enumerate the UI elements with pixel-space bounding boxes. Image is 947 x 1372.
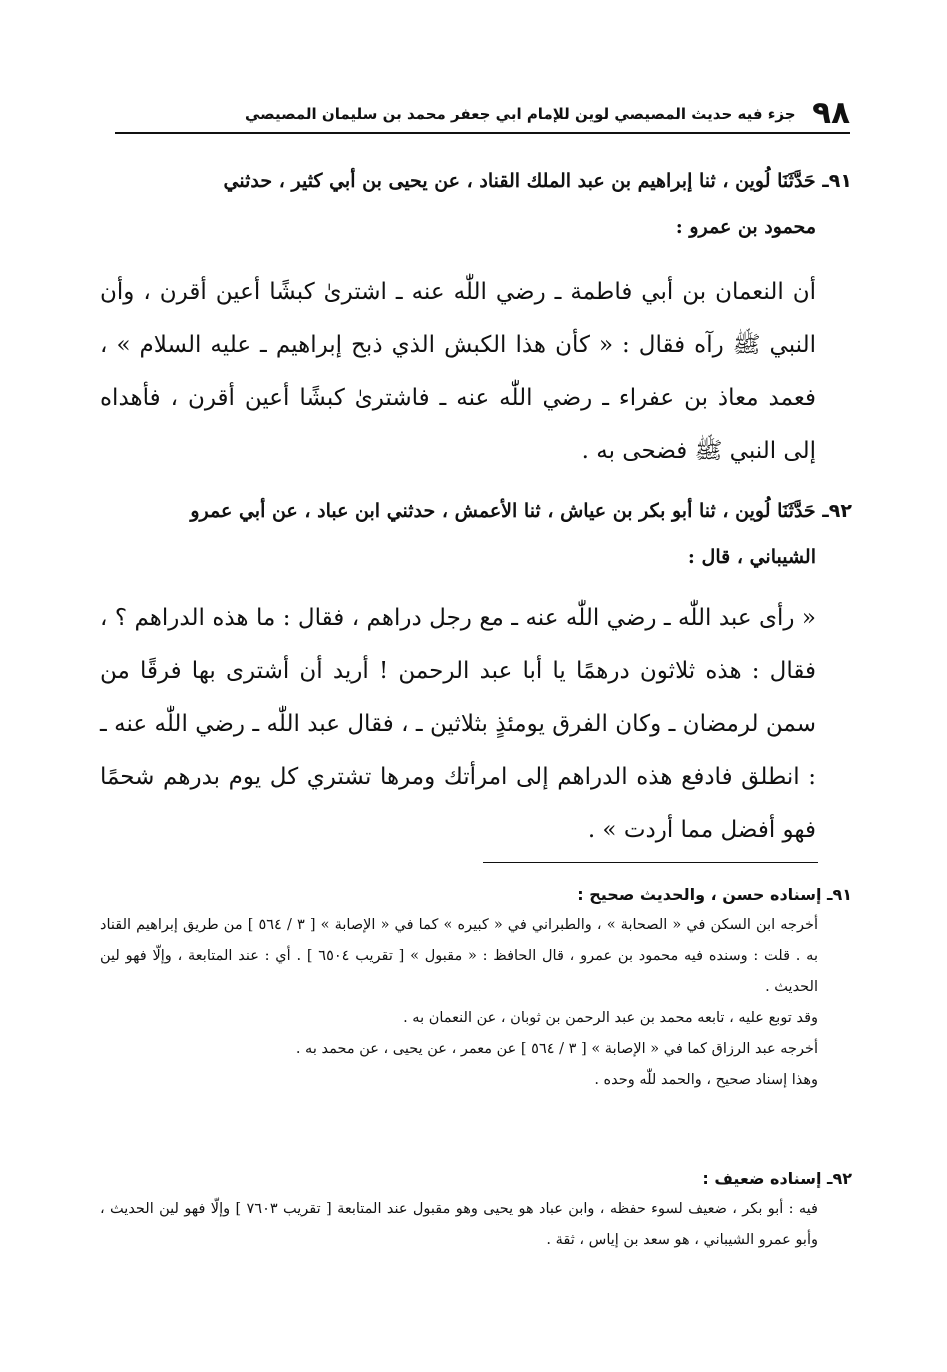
hadith-92-matn: « رأى عبد اللّٰه ـ رضي اللّٰه عنه ـ مع رجل دراهم ، فقال : ما هذه الدراهم ؟ ، فقال : هذه ثلاثون درهمًا يا أبا عبد الرحمن ! أريد أن أشترى بها فرقًا من سمن لرمضان ـ وكان الفرق يومئذٍ بثلاثين ـ ، فقال عبد اللّٰه ـ رضي اللّٰه عنه ـ : انطلق فادفع هذه الدراهم إلى امرأتك ومرها تشتري كل يوم بدرهم شحمًا فهو أفضل مما أردت » . (100, 605, 816, 843)
running-head-title: جزء فيه حديث المصيصي لوين للإمام ابي جعفر محمد بن سليمان المصيصي (245, 105, 796, 123)
footnote-91-line: أخرجه ابن السكن في « الصحابة » ، والطبراني في « كبيره » كما في « الإصابة » [ ٣ / ٥٦٤ ] من طريق إبراهيم القناد به . قلت : وسنده فيه محمود بن عمرو ، قال الحافظ : « مقبول » [ تقريب ٦٥٠٤ ] . أي : عند المتابعة ، وإلّا فهو لين الحديث . (100, 917, 818, 995)
footnote-91-body (100, 910, 852, 1096)
footnote-91-line: وقد توبع عليه ، تابعه محمد بن عبد الرحمن بن ثوبان ، عن النعمان به . (403, 1010, 818, 1026)
hadith-92-isnad-line1 (100, 488, 852, 534)
hadith-92-number: ٩٢ـ (822, 500, 852, 522)
page-number: ٩٨ (812, 95, 850, 131)
hadith-91-isnad-line2: محمود بن عمرو : (675, 216, 816, 238)
footnote-91-line: وهذا إسناد صحيح ، والحمد للّٰه وحده . (594, 1072, 818, 1088)
footnote-92-line: فيه : أبو بكر ، ضعيف لسوء حفظه ، وابن عباد هو يحيى وهو مقبول عند المتابعة [ تقريب ٧٦٠٣ ] وإلّا فهو لين الحديث ، وأبو عمرو الشيباني ، هو سعد بن إياس ، ثقة . (100, 1201, 818, 1248)
hadith-91-isnad-line1 (100, 158, 852, 204)
hadith-91-isnad-text: حَدَّثَنَا لُوين ، ثنا إبراهيم بن عبد الملك القناد ، عن يحيى بن أبي كثير ، حدثني (223, 170, 816, 192)
footnote-92-body (100, 1194, 852, 1256)
running-head (115, 92, 850, 134)
footnote-separator (483, 862, 818, 863)
footnote-92-heading: ٩٢ـ إسناده ضعيف : (702, 1169, 852, 1188)
hadith-91-matn: أن النعمان بن أبي فاطمة ـ رضي اللّٰه عنه ـ اشترىٰ كبشًا أعين أقرن ، وأن النبي ﷺ رآه فقال : « كأن هذا الكبش الذي ذبح إبراهيم ـ عليه السلام » ، فعمد معاذ بن عفراء ـ رضي اللّٰه عنه ـ فاشترىٰ كبشًا أعين أقرن ، فأهداه إلى النبي ﷺ فضحى به . (100, 279, 816, 464)
hadith-92-isnad (100, 488, 852, 580)
footnote-92 (100, 1164, 852, 1256)
hadith-91-number: ٩١ـ (822, 170, 852, 192)
footnote-91-line: أخرجه عبد الرزاق كما في « الإصابة » [ ٣ / ٥٦٤ ] عن معمر ، عن يحيى ، عن محمد به . (295, 1041, 818, 1057)
hadith-91-isnad (100, 158, 852, 250)
footnote-91 (100, 880, 852, 1096)
footnote-91-heading: ٩١ـ إسناده حسن ، والحديث صحيح : (577, 885, 852, 904)
hadith-92-isnad-line2: الشيباني ، قال : (687, 546, 816, 568)
hadith-92-isnad-text: حَدَّثَنَا لُوين ، ثنا أبو بكر بن عياش ، ثنا الأعمش ، حدثني ابن عباد ، عن أبي عمرو (190, 500, 816, 522)
